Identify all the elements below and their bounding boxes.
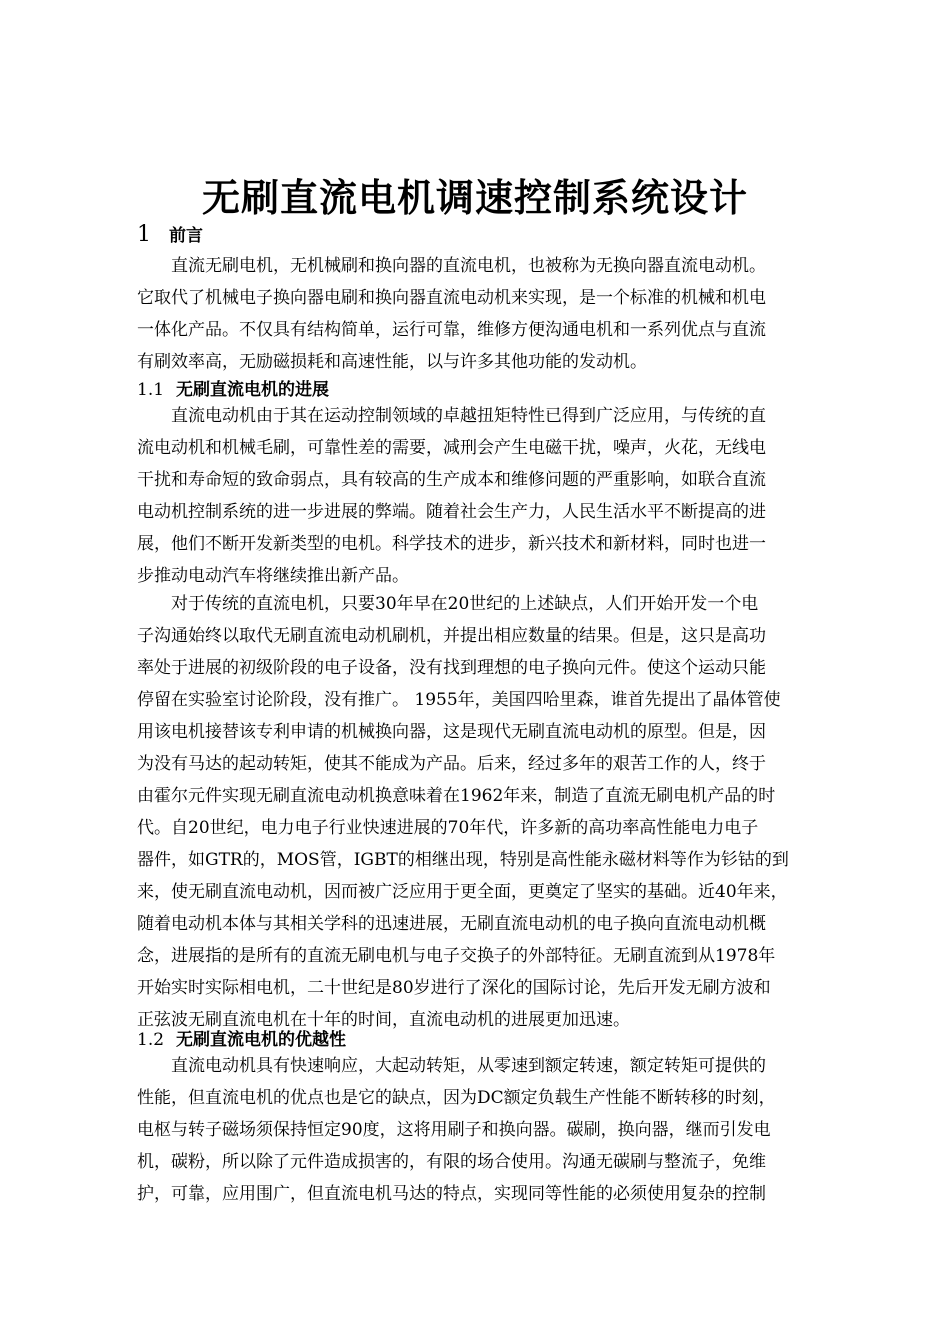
text-line: 步推动电动汽车将继续推出新产品。 (137, 566, 409, 586)
text-line: 正弦波无刷直流电机在十年的时间，直流电动机的进展更加迅速。 (137, 1010, 630, 1030)
text-line: 为没有马达的起动转矩，使其不能成为产品。后来，经过多年的艰苦工作的人，终于 (137, 754, 766, 774)
section-number: 1.1 (137, 380, 165, 400)
text-line: 器件，如GTR的，MOS管，IGBT的相继出现，特别是高性能永磁材料等作为钐钴的到 (137, 850, 789, 870)
paragraph (137, 400, 859, 592)
text-line: 子沟通始终以取代无刷直流电动机刷机，并提出相应数量的结果。但是，这只是高功 (137, 626, 766, 646)
paragraph (137, 588, 859, 1036)
document-title: 无刷直流电机调速控制系统设计 (201, 175, 748, 220)
text-line: 一体化产品。不仅具有结构简单，运行可靠，维修方便沟通电机和一系列优点与直流 (137, 320, 766, 340)
paragraph (137, 1050, 859, 1210)
text-line: 开始实时实际相电机，二十世纪是80岁进行了深化的国际讨论，先后开发无刷方波和 (137, 978, 771, 998)
section-title: 无刷直流电机的优越性 (176, 1030, 347, 1050)
text-line: 由霍尔元件实现无刷直流电动机换意味着在1962年来，制造了直流无刷电机产品的时 (137, 786, 776, 806)
text-line: 有刷效率高，无励磁损耗和高速性能，以与许多其他功能的发动机。 (137, 352, 647, 372)
text-line: 流电动机和机械毛刷，可靠性差的需要，减刑会产生电磁干扰，噪声，火花，无线电 (137, 438, 766, 458)
text-line: 率处于进展的初级阶段的电子设备，没有找到理想的电子换向元件。使这个运动只能 (137, 658, 766, 678)
text-line: 念，进展指的是所有的直流无刷电机与电子交换子的外部特征。无刷直流到从1978年 (137, 946, 776, 966)
text-line: 来，使无刷直流电动机，因而被广泛应用于更全面，更奠定了坚实的基础。近40年来， (137, 882, 788, 902)
text-line: 干扰和寿命短的致命弱点，具有较高的生产成本和维修问题的严重影响，如联合直流 (137, 470, 766, 490)
text-line: 展，他们不断开发新类型的电机。科学技术的进步，新兴技术和新材料，同时也进一 (137, 534, 766, 554)
text-line: 直流电动机具有快速响应，大起动转矩，从零速到额定转速，额定转矩可提供的 (137, 1056, 766, 1076)
paragraph (137, 250, 859, 378)
text-line: 护，可靠，应用围广，但直流电机马达的特点，实现同等性能的必须使用复杂的控制 (137, 1184, 766, 1204)
text-line: 性能，但直流电机的优点也是它的缺点，因为DC额定负载生产性能不断转移的时刻， (137, 1088, 776, 1108)
text-line: 机，碳粉，所以除了元件造成损害的，有限的场合使用。沟通无碳刷与整流子，免维 (137, 1152, 766, 1172)
text-line: 电枢与转子磁场须保持恒定90度，这将用刷子和换向器。碳刷，换向器，继而引发电 (137, 1120, 771, 1140)
section-number: 1.2 (137, 1030, 165, 1050)
text-line: 对于传统的直流电机，只要30年早在20世纪的上述缺点，人们开始开发一个电 (137, 594, 759, 614)
text-line: 随着电动机本体与其相关学科的迅速进展，无刷直流电动机的电子换向直流电动机概 (137, 914, 766, 934)
text-line: 停留在实验室讨论阶段，没有推广。 1955年，美国四哈里森，谁首先提出了晶体管使 (137, 690, 781, 710)
section-title: 前言 (169, 226, 203, 246)
text-line: 代。自20世纪，电力电子行业快速进展的70年代，许多新的高功率高性能电力电子 (137, 818, 759, 838)
section-heading-1 (137, 221, 857, 250)
text-line: 电动机控制系统的进一步进展的弊端。随着社会生产力，人民生活水平不断提高的进 (137, 502, 766, 522)
text-line: 直流电动机由于其在运动控制领域的卓越扭矩特性已得到广泛应用，与传统的直 (137, 406, 766, 426)
text-line: 用该电机接替该专利申请的机械换向器，这是现代无刷直流电动机的原型。但是，因 (137, 722, 766, 742)
section-number: 1 (137, 222, 151, 247)
text-line: 它取代了机械电子换向器电刷和换向器直流电动机来实现，是一个标准的机械和机电 (137, 288, 766, 308)
section-title: 无刷直流电机的进展 (176, 380, 330, 400)
text-line: 直流无刷电机，无机械刷和换向器的直流电机，也被称为无换向器直流电动机。 (137, 256, 766, 276)
